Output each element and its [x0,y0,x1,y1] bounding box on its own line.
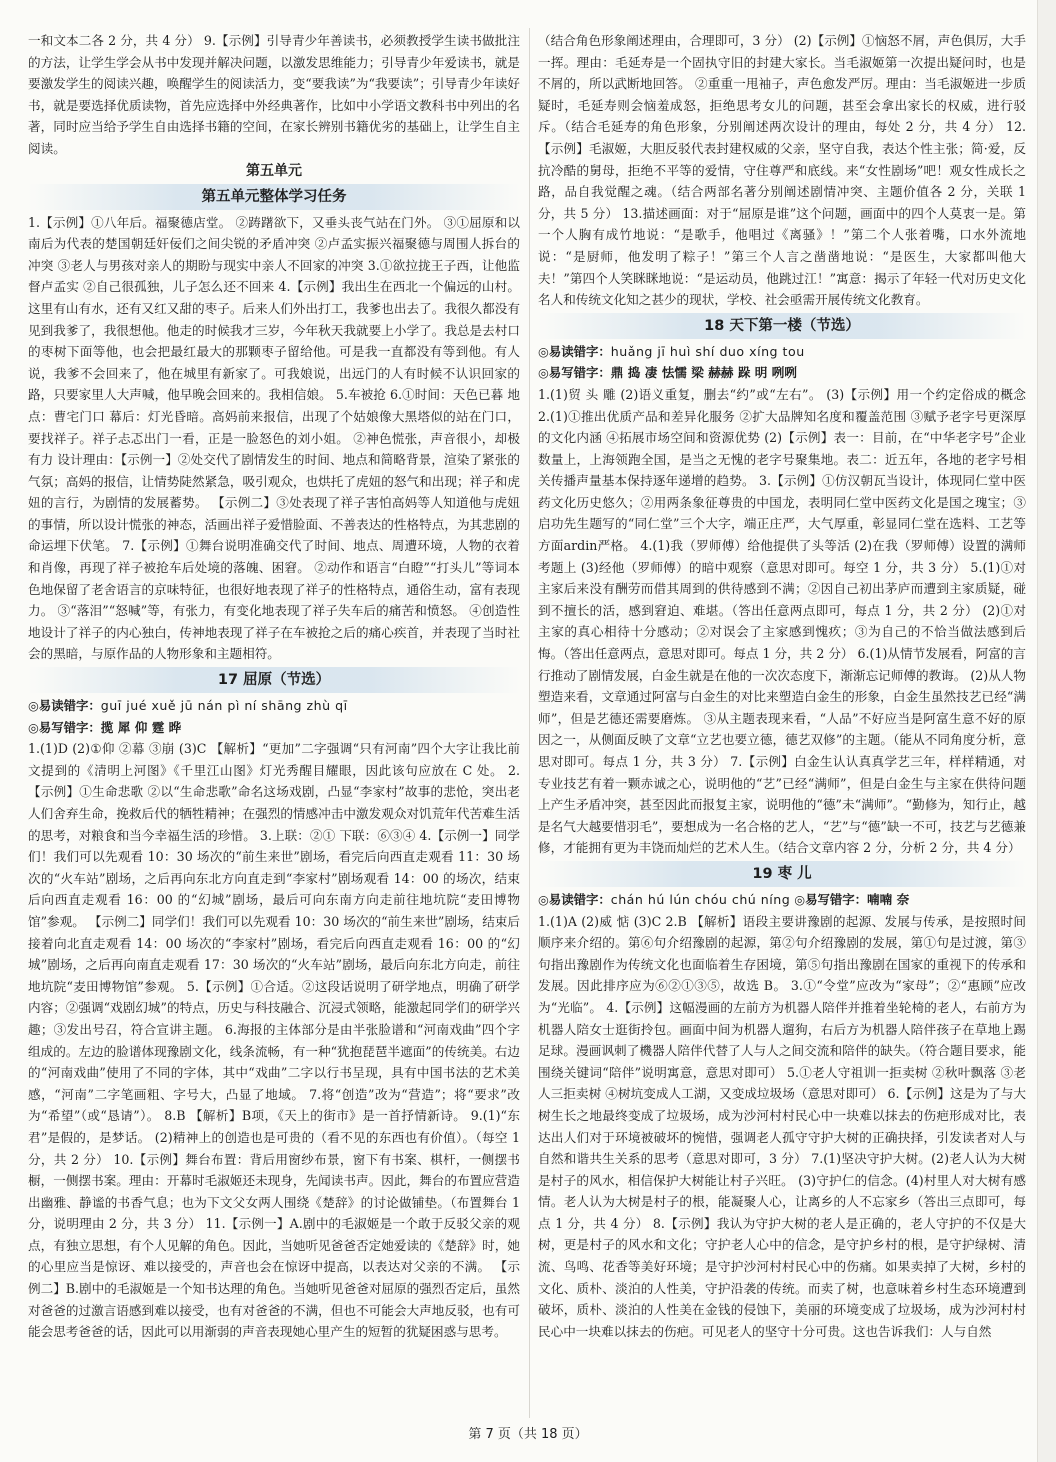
lesson-19-read-write-row [538,889,1026,911]
lesson-18-read-row [538,341,1026,363]
lesson-17-read-row [28,695,520,717]
easy-read-label: ◎易读错字： [28,698,101,714]
easy-read-pinyin: guī jué xuě jū nán pì ní shāng zhù qī [100,698,348,714]
easy-read-pinyin: huǎng jī huì shí duo xíng tou [610,343,805,359]
unit-task-title: 第五单元整体学习任务 [28,184,520,210]
page-edge-strip [1037,0,1056,1462]
easy-write-label: ◎易写错字： [28,719,101,735]
left-column [28,30,520,1343]
easy-write-chars: 揽 犀 仰 霆 晔 [100,719,182,735]
easy-read-label: ◎易读错字： [538,891,611,907]
left-paragraph-2: 1.【示例】①八年后。福聚德店堂。 ②踌躇欲下，又垂头丧气站在门外。 ③①屈原和以南后为代表的楚国朝廷奸佞们之间尖锐的矛盾冲突 ②卢孟实振兴福聚德与周围人拆台的冲突 ③老人与男孩对亲人的期盼与现实中亲人不回家的冲突 3.①欲拉拢王子西，让他监督卢孟实 ②自己很孤独，儿子怎么还不回来 4.【示例】我出生在西北一个偏远的山村。这里有山有水，还有又红又甜的枣子。后来人们外出打工，我爹也出去了。我很久都没有见到我爹了，我很想他。他走的时候我才三岁，今年秋天我就要上小学了。我总是去村口的枣树下面等他，也会把最红最大的那颗枣子留给他。可是我一直都没有等到他。有人说，我爹不会回来了，他在城里有新家了。可我娘说，出远门的人有时候不认识回家的路，只要家里人大声喊，他早晚会回来的。我相信娘。 5.车被抢 6.①时间：天色已暮 地点：曹宅门口 幕后：灯光昏暗。高妈前来报信，出现了个姑娘像大黑塔似的站在门口，要找祥子。祥子忐忑出门一看，正是一脸怒色的刘小姐。 ②神色慌张，声音很小，却极有力 设计理由：【示例一】②处交代了剧情发生的时间、地点和简略背景，渲染了紧张的气氛；高妈的报信，让情势陡然紧急，吸引观众，也烘托了虎妞的怒气和出现；祥子和虎妞的言行，为剧情的发展蓄势。 【示例二】③处表现了祥子害怕高妈等人知道他与虎妞的事情，所以设计慌张的神态，活画出祥子爱惜脸面、不善表达的性格特点，为其悲剧的命运埋下伏笔。 7.【示例】①舞台说明准确交代了时间、地点、周遭环境，人物的衣着和肖像，再现了祥子被抢车后处境的落魄、困窘。 ②动作和语言“白瞪”“打头儿”等词本色地保留了老舍语言的京味特征，也很好地表现了祥子的性格特点，通俗生动，富有表现力。 ③“落泪”“怒喊”等，有张力，有变化地表现了祥子失车后的痛苦和愤怒。 ④创造性地设计了祥子的内心独白，传神地表现了祥子在车被抢之后的痛心疾首，并表现了当时社会的黑暗，与原作品的人物形象和主题相符。 [28,214,520,662]
right-paragraph-1: （结合角色形象阐述理由，合理即可，3 分） (2)【示例】①恼怒不屑，声色俱厉，大手一挥。理由：毛延寿是一个固执守旧的封建大家长。当毛淑姬第一次提出疑问时，也是不屑的，所以武断地回答。 ②重重一甩袖子，声色愈发严厉。理由：当毛淑姬进一步质疑时，毛延寿则会恼羞成怒，拒绝思考女儿的问题，甚至会拿出家长的权威，进行驳斥。（结合毛延寿的角色形象，分别阐述两次设计的理由，每处 2 分，共 4 分） 12.【示例】毛淑姬，大胆反驳代表封建权威的父亲，坚守自我，表达个性主张；简·爱，反抗冷酷的舅母，拒绝不平等的爱情，守住尊严和底线。来“女性剧场”吧！观女性成长之路，品自我觉醒之魂。（结合两部名著分别阐述剧情冲突、主题价值各 2 分，关联 1 分，共 5 分） 13.描述画面：对于“屈原是谁”这个问题，画面中的四个人莫衷一是。第一个人胸有成竹地说：“是歌手，他唱过《离骚》！”第二个人张着嘴，口水外流地说：“是厨师，他发明了粽子！”第三个人言之凿凿地说：“是医生，大家都叫他大夫！”第四个人笑眯眯地说：“是运动员，他跳过江！”寓意：揭示了年轻一代对历史文化名人和传统文化知之甚少的现状，学校、社会亟需开展传统文化教育。 [538,33,1026,308]
easy-write-chars: 鼎 捣 凄 怯懦 梁 赫赫 跺 明 咧咧 [610,365,797,381]
lesson-19-title: 19 枣 儿 [538,861,1026,887]
page-number: 第 7 页（共 18 页） [468,1427,588,1442]
column-divider [529,28,530,1418]
easy-write-chars: 喃喃 奈 [867,891,910,907]
lesson-17-title: 17 屈原（节选） [28,667,520,693]
easy-read-pinyin: chán hú lún chóu chú níng [610,891,791,907]
right-paragraph-3: 1.(1)A (2)威 惦 (3)C 2.B 【解析】语段主要讲豫剧的起源、发展与传承，是按照时间顺序来介绍的。第⑥句介绍豫剧的起源，第②句介绍豫剧的发展，第①句是过渡，第③句指出豫剧作为传统文化也面临着生存困境，第⑤句指出豫剧在国家的重视下的传承和发展。因此排序应为⑥②①③⑤，故选 B。 3.①“令堂”应改为“家母”；②“惠顾”应改为“光临”。 4.【示例】这幅漫画的左前方为机器人陪伴并推着坐轮椅的老人，右前方为机器人陪女士逛街拎包。画面中间为机器人遛狗，右后方为机器人陪伴孩子在草地上踢足球。漫画讽刺了機器人陪伴代替了人与人之间交流和陪伴的缺失。（符合题目要求，能围绕关键词“陪伴”说明寓意，意思对即可） 5.①老人守祖训一拒卖树 ②秋叶飘落 ③老人三拒卖树 ④树坑变成人工湖，又变成垃圾场（意思对即可） 6.【示例】这是为了与大树生长之地最终变成了垃圾场，成为沙河村村民心中一块难以抹去的伤疤形成对比，表达出人们对于环境被破坏的惋惜，强调老人孤守守护大树的正确抉择，引发读者对人与自然和谐共生关系的思考（意思对即可，3 分） 7.(1)坚决守护大树。(2)老人认为大树是村子的风水，相信保护大树能让村子兴旺。 (3)守护仁的信念。(4)村里人对大树有感情。老人认为大树是村子的根，能凝聚人心，让离乡的人不忘家乡（答出三点即可，每点 1 分，共 4 分） 8.【示例】我认为守护大树的老人是正确的，老人守护的不仅是大树，更是村子的风水和文化；守护老人心中的信念，是守护乡村的根，是守护绿树、清流、鸟鸣、花香等美好环境；是守护沙河村村民心中的伤痛。如果卖掉了大树，乡村的文化、质朴、淡泊的人性美，守护沿袭的传统。而卖了树，也意味着乡村生态环境遭到破坏，质朴、淡泊的人性美在金钱的侵蚀下，美丽的环境变成了垃圾场，成为沙河村村民心中一块难以抹去的伤疤。可见老人的坚守十分可贵。这也告诉我们：人与自然 [538,913,1026,1339]
easy-write-label: ◎易写错字： [794,891,868,907]
lesson-18-title: 18 天下第一楼（节选） [538,313,1026,339]
unit-title: 第五单元 [246,162,302,179]
lesson-17-write-row [28,717,520,739]
lesson-18-write-row [538,362,1026,384]
easy-read-label: ◎易读错字： [538,343,611,359]
left-paragraph-1: 一和文本二各 2 分，共 4 分） 9.【示例】引导青少年善读书，必须教授学生读书做批注的方法，让学生学会从书中发现并解决问题，以激发思维能力；引导青少年爱读书，就是要激发学生的阅读兴趣，唤醒学生的阅读活力，变“要我读”为“我要读”；引导青少年读好书，就是要选择优质读物，首先应选择中外经典著作，比如中小学语文教科书中列出的名著，同时应当给予学生自由选择书籍的空间，在家长辨别书籍优劣的基础上，让学生自主阅读。 [28,33,520,156]
right-paragraph-2: 1.(1)贸 头 雕 (2)语义重复，删去“约”或“左右”。 (3)【示例】用一个约定俗成的概念 2.(1)①推出优质产品和差异化服务 ②扩大品牌知名度和覆盖范围 ③赋予老字号更深厚的文化内涵 ④拓展市场空间和资源优势 (2)【示例】表一：目前，在“中华老字号”企业数量上，上海领跑全国，是当之无愧的老字号聚集地。表二：近五年，各地的老字号相关传播声量基本保持逐年递增的趋势。 3.【示例】①仿汉朝瓦当设计，体现同仁堂中医药文化历史悠久；②用两条象征尊贵的中国龙，表明同仁堂中医药文化是国之瑰宝；③启功先生题写的“同仁堂”三个大字，端正庄严，大气厚重，彰显同仁堂在选料、工艺等方面ardin严格。 4.(1)我（罗师傅）给他提供了头等活 (2)在我（罗师傅）设置的满师考题上 (3)经他（罗师傅）的暗中观察（意思对即可。每空 1 分，共 3 分） 5.(1)①对主家后来没有酬劳而借其周到的供待感到不满；②因自己初出茅庐而遭到主家质疑，碰到不擅长的活，感到窘迫、难堪。（答出任意两点即可，每点 1 分，共 2 分） (2)①对主家的真心相待十分感动；②对误会了主家感到愧疚；③为自己的不恰当做法感到后悔。（答出任意两点，意思对即可。每点 1 分，共 2 分） 6.(1)从情节发展看，阿富的言行推动了剧情发展，白金生就是在他的一次次态度下，渐渐忘记师傅的教诲。 (2)从人物塑造来看，文章通过阿富与白金生的对比来塑造白金生的形象，白金生虽然技艺已经“满师”，但是艺德还需要磨炼。 ③从主题表现来看，“人品”不好应当是阿富生意不好的原因之一，从侧面反映了文章“立艺也要立德，德艺双修”的主题。（能从不同角度分析，意思对即可。每点 1 分，共 3 分） 7.【示例】白金生认认真真学艺三年，样样精通，对专业技艺有着一颗赤诚之心，说明他的“艺”已经“满师”，但是白金生与主家在供待问题上产生矛盾冲突，甚至因此而报复主家，说明他的“德”未“满师”。“勤修为，知行止，越是名气大越要惜羽毛”，要想成为一名合格的艺人，“艺”与“德”缺一不可，技艺与艺德兼修，才能拥有更为丰饶而灿烂的艺术人生。（结合文章内容 2 分，分析 2 分，共 4 分） [538,386,1026,856]
right-column [538,30,1026,1342]
easy-write-label: ◎易写错字： [538,365,611,381]
left-paragraph-3: 1.(1)D (2)①仰 ②幕 ③崩 (3)C 【解析】“更加”二字强调“只有河南”四个大字让我比前文提到的《清明上河图》《千里江山图》灯光秀醒目耀眼，因此该句应放在 C 处。 2.【示例】①生命悲歌 ②以“生命悲歌”命名这场戏剧，凸显“李家村”故事的悲怆，突出老人们舍弃生命，挽救后代的牺牲精神；在强烈的情感冲击中激发观众对饥荒年代苦难生活的思考，对粮食和当今幸福生活的珍惜。 3.上联：②① 下联：⑥③④ 4.【示例一】同学们！我们可以先观看 10：30 场次的“前生来世”剧场，看完后向西直走观看 11：30 场次的“火车站”剧场，之后再向东北方向直走到“李家村”剧场观看 14：00 的场次，结束后向西直走观看 16：00 的“幻城”剧场，最后可向东南方向走前往地坑院“麦田博物馆”参观。 【示例二】同学们！我们可以先观看 10：30 场次的“前生来世”剧场，结束后接着向北直走观看 14：00 场次的“李家村”剧场，看完后向西直走观看 16：00 的“幻城”剧场，之后再向南直走观看 17：30 场次的“火车站”剧场，最后向东北方向走，前往地坑院“麦田博物馆”参观。 5.【示例】①合适。②这段话说明了研学地点，明确了研学内容；②强调“戏剧幻城”的特点，历史与科技融合、沉浸式领略，能激起同学们的研学兴趣；③发出号召，符合宣讲主题。 6.海报的主体部分是由半张脸谱和“河南戏曲”四个字组成的。左边的脸谱体现豫剧文化，线条流畅，有一种“犹抱琵琶半遮面”的传统美。右边的“河南戏曲”使用了不同的字体，其中“戏曲”二字以行书呈现，具有中国书法的艺术美感，“河南”二字笔画粗、字号大，凸显了地域。 7.将“创造”改为“营造”；将“要求”改为“希望”（或“恳请”）。 8.B 【解析】B项，《天上的街市》是一首抒情新诗。 9.(1)“东君”是假的，是梦话。 (2)精神上的创造也是可贵的（看不见的东西也有价值）。（每空 1 分，共 2 分） 10.【示例】舞台布置：背后用窗纱布景，窗下有书案、棋杆，一侧摆书橱，一侧摆书案。理由：开幕时毛淑姬还未现身，先闻读书声。因此，舞台的布置应营造出幽雅、静谧的书香气息；也为下文父女两人围绕《楚辞》的讨论做铺垫。（布置舞台 1 分，说明理由 2 分，共 3 分） 11.【示例一】A.剧中的毛淑姬是一个敢于反驳父亲的观点，有独立思想，有个人见解的角色。因此，当她听见爸爸否定她爱读的《楚辞》时，她的心里应当是惊讶、难以接受的，声音也会在惊讶中提高，以表达对父亲的不满。 【示例二】B.剧中的毛淑姬是一个知书达理的角色。当她听见爸爸对屈原的强烈否定后，虽然对爸爸的过激言语感到难以接受，也有对爸爸的不满，但也不可能会大声地反驳，也有可能会思考爸爸的话，因此可以用渐弱的声音表现她心里产生的短暂的犹疑困惑与思考。 [28,741,520,1340]
